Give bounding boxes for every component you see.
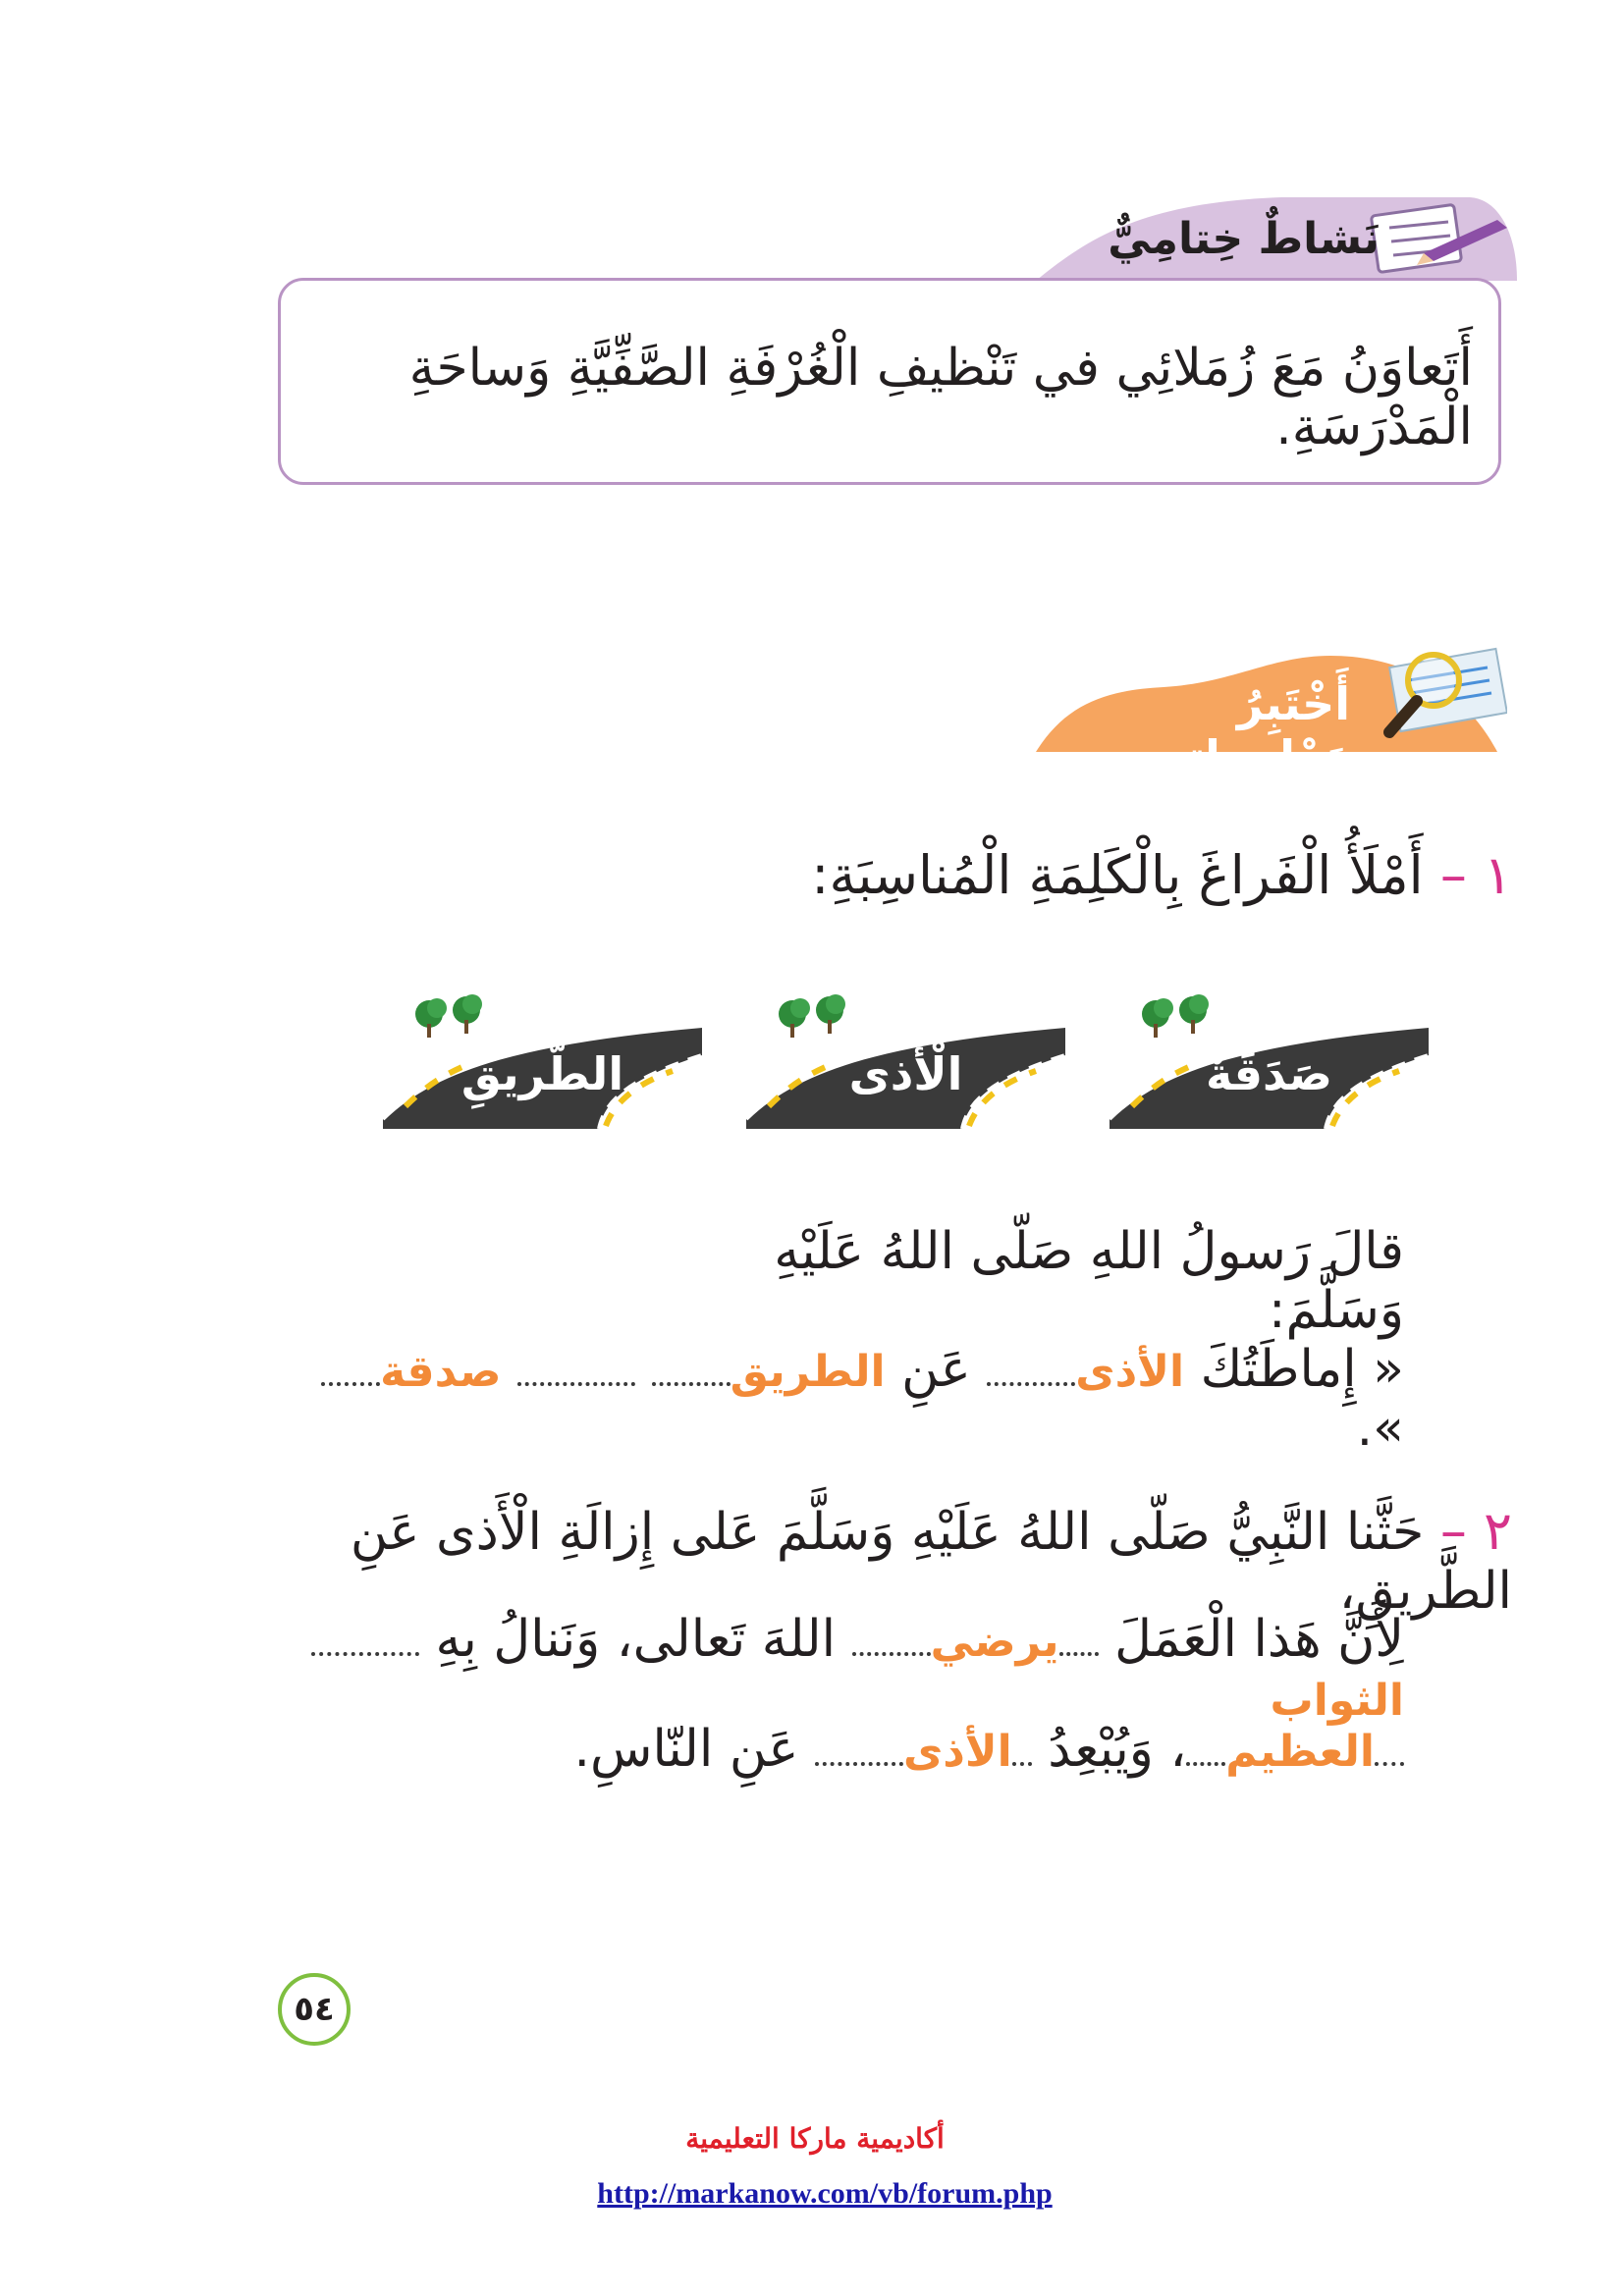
hadith-intro: قالَ رَسولُ اللهِ صَلّى اللهُ عَلَيْهِ وَسَلَّمَ:: [774, 1222, 1404, 1340]
word-bank-card-3: [378, 987, 707, 1134]
answer-blank[interactable]: الأذى: [1075, 1347, 1185, 1397]
question-2-text: ، وَيُبْعِدُ: [1048, 1720, 1187, 1779]
question-2-line-1: [265, 1500, 1512, 1621]
word-bank-card-1: [1105, 987, 1434, 1134]
blank-dots: [1012, 1752, 1032, 1766]
blank-dots: [311, 1642, 419, 1656]
hadith-fill-line: [275, 1340, 1404, 1458]
word-bank-word: الْأَذى: [848, 1047, 963, 1100]
hadith-word: عَنِ: [901, 1340, 971, 1399]
hadith-word: إِماطَتُكَ: [1200, 1340, 1357, 1399]
blank-dots: [1375, 1752, 1404, 1766]
answer-blank[interactable]: الأذى: [902, 1727, 1012, 1777]
word-bank-word: صَدَقَةٌ: [1205, 1047, 1333, 1100]
magnifier-document-icon: [1389, 649, 1507, 732]
question-2-number: ٢ –: [1439, 1500, 1512, 1562]
word-bank-card-2: [741, 987, 1070, 1134]
answer-blank[interactable]: الطريق: [730, 1347, 886, 1397]
blank-dots: [815, 1752, 903, 1766]
page-number: ٥٤: [278, 1973, 351, 2046]
question-1-prompt: أَمْلَأُ الْفَراغَ بِالْكَلِمَةِ الْمُناسِبَةِ:: [811, 844, 1424, 906]
blank-dots: [1059, 1642, 1099, 1656]
blank-dots: [652, 1372, 731, 1386]
word-bank-word: الطَّريقِ: [460, 1047, 624, 1100]
question-1-number: ١ –: [1439, 844, 1512, 906]
question-2-text: عَنِ النّاسِ.: [573, 1720, 799, 1779]
quote-close: ».: [1356, 1399, 1404, 1458]
blank-dots: [517, 1372, 635, 1386]
answer-blank[interactable]: الثواب: [1270, 1676, 1404, 1726]
question-2-text: لِأَنَّ هَذا الْعَمَلَ: [1114, 1610, 1404, 1669]
answer-blank[interactable]: يرضي: [930, 1617, 1059, 1667]
closing-activity-text: أَتَعاوَنُ مَعَ زُمَلائِي في تَنْظيفِ الْغُرْفَةِ الصَّفِّيَّةِ وَساحَةِ الْمَدْرَسَةِ.: [408, 339, 1473, 456]
blank-dots: [852, 1642, 931, 1656]
test-info-title: أَخْتَبِرُ مَعْلوماتي: [1142, 677, 1350, 783]
quote-open: «: [1373, 1340, 1404, 1399]
question-2-line-3: [491, 1720, 1404, 1779]
question-2-text: حَثَّنا النَّبِيُّ صَلّى اللهُ عَلَيْهِ وَسَلَّمَ عَلى إِزالَةِ الْأَذى عَنِ الطَّريقِ،: [350, 1503, 1512, 1621]
answer-blank[interactable]: صدقة: [380, 1347, 502, 1397]
footer-org: أكاديمية ماركا التعليمية: [685, 2122, 945, 2155]
question-1: [687, 844, 1512, 906]
blank-dots: [987, 1372, 1075, 1386]
footer-link[interactable]: http://markanow.com/vb/forum.php: [597, 2177, 1053, 2210]
question-2-line-2: [245, 1610, 1404, 1728]
question-2-text: اللهَ تَعالى، وَنَنالُ بِهِ: [435, 1610, 837, 1669]
closing-activity-title: نَشاطٌ خِتامِيٌّ: [1108, 214, 1380, 264]
blank-dots: [321, 1372, 380, 1386]
blank-dots: [1186, 1752, 1225, 1766]
answer-blank[interactable]: العظيم: [1225, 1727, 1375, 1777]
